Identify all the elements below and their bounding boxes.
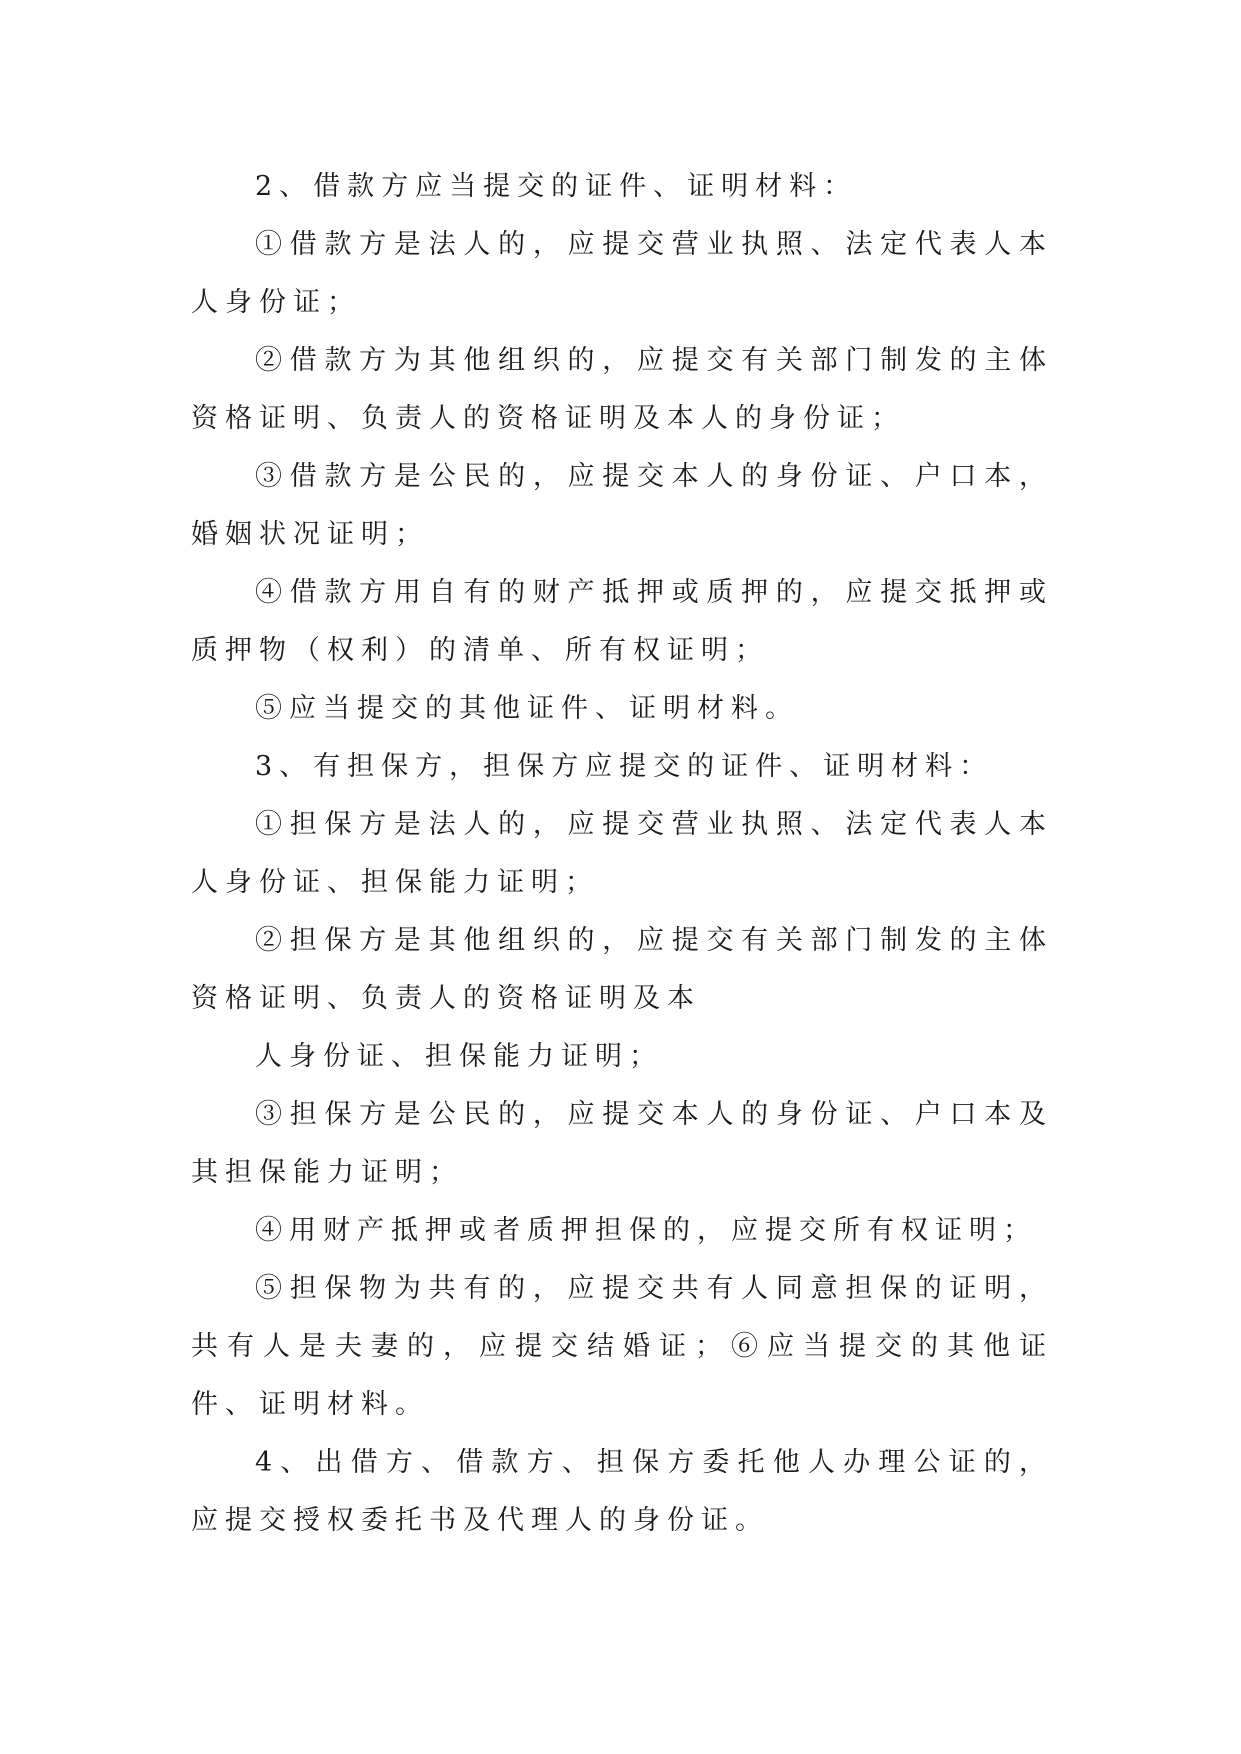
paragraph-guarantor-citizen: ③担保方是公民的，应提交本人的身份证、户口本及其担保能力证明； (191, 1099, 1053, 1188)
paragraph-borrower-other-materials: ⑤应当提交的其他证件、证明材料。 (255, 693, 799, 724)
document-body (191, 158, 1053, 1550)
paragraph-section-4-authorization: 4、出借方、借款方、担保方委托他人办理公证的，应提交授权委托书及代理人的身份证。 (191, 1447, 1053, 1536)
paragraph-guarantor-pledge: ④用财产抵押或者质押担保的，应提交所有权证明； (255, 1215, 1037, 1246)
paragraph-guarantor-joint-property: ⑤担保物为共有的，应提交共有人同意担保的证明，共有人是夫妻的，应提交结婚证；⑥应当提交的其他证件、证明材料。 (191, 1273, 1053, 1420)
paragraph-guarantor-other-organization: ②担保方是其他组织的，应提交有关部门制发的主体资格证明、负责人的资格证明及本 (191, 925, 1053, 1014)
paragraph-borrower-legal-person: ①借款方是法人的，应提交营业执照、法定代表人本人身份证； (191, 229, 1053, 318)
paragraph-borrower-other-organization: ②借款方为其他组织的，应提交有关部门制发的主体资格证明、负责人的资格证明及本人的身份证； (191, 345, 1053, 434)
paragraph-guarantor-other-organization-continued: 人身份证、担保能力证明； (255, 1041, 663, 1072)
paragraph-borrower-citizen: ③借款方是公民的，应提交本人的身份证、户口本，婚姻状况证明； (191, 461, 1053, 550)
paragraph-section-3-heading: 3、有担保方，担保方应提交的证件、证明材料： (255, 751, 994, 782)
paragraph-section-2-heading: 2、借款方应当提交的证件、证明材料： (255, 171, 858, 202)
paragraph-guarantor-legal-person: ①担保方是法人的，应提交营业执照、法定代表人本人身份证、担保能力证明； (191, 809, 1053, 898)
paragraph-borrower-pledge: ④借款方用自有的财产抵押或质押的，应提交抵押或质押物（权利）的清单、所有权证明； (191, 577, 1053, 666)
